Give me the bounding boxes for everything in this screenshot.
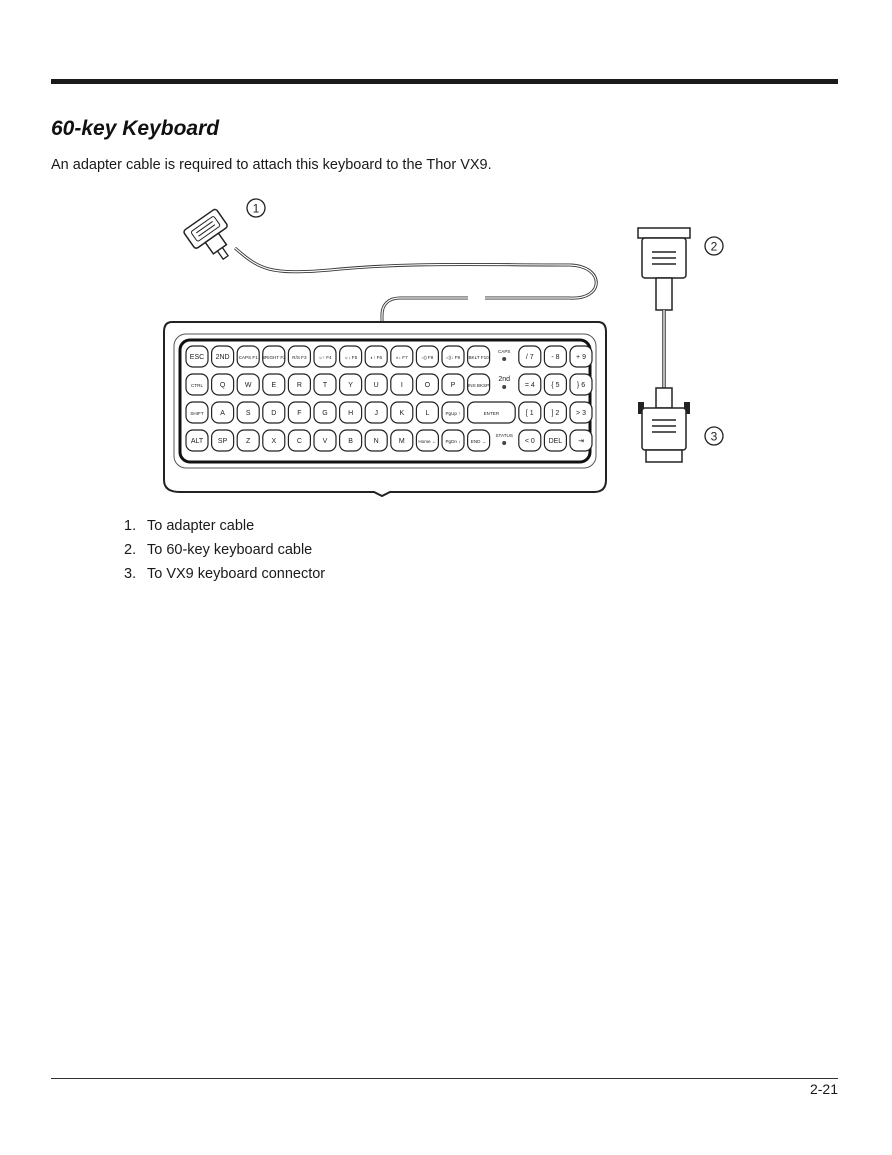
key-label: ◐↑ F6 — [370, 355, 383, 360]
key-0-10 — [442, 346, 464, 367]
key-label: ◐↓ F7 — [395, 355, 408, 360]
key-3-6 — [340, 430, 362, 451]
key-1-9 — [416, 374, 438, 395]
key-label: ☼↑ F4 — [318, 355, 332, 360]
key-label: E — [271, 382, 277, 389]
key-3-8 — [391, 430, 413, 451]
key-label: PgDn ↓ — [445, 439, 461, 444]
key-label: O — [424, 382, 431, 389]
callout-1 — [247, 199, 265, 217]
key-3-2 — [237, 430, 259, 451]
key-label: Z — [246, 438, 251, 445]
key-label: DEL — [548, 438, 563, 445]
key-label: J — [374, 410, 378, 417]
key-1-4 — [288, 374, 310, 395]
key-3-5 — [314, 430, 336, 451]
key-label: INS BKSP — [467, 383, 490, 388]
key-label: ALT — [190, 438, 204, 445]
key-1-14 — [544, 374, 566, 395]
key-1-0 — [186, 374, 208, 395]
key-2-12 — [519, 402, 541, 423]
key-3-4 — [288, 430, 310, 451]
key-label: BRIGHT F2 — [261, 355, 286, 360]
key-3-13 — [519, 430, 541, 451]
key-3-3 — [263, 430, 285, 451]
key-label: ] 2 — [551, 410, 560, 417]
bottom-rule — [51, 1078, 838, 1079]
key-label: CAPS F1 — [238, 355, 258, 360]
key-label: C — [296, 438, 302, 445]
key-label: Y — [348, 382, 353, 389]
key-2-3 — [263, 402, 285, 423]
key-0-8 — [391, 346, 413, 367]
key-0-4 — [288, 346, 310, 367]
svg-text:3: 3 — [710, 429, 718, 444]
callout-legend — [124, 516, 325, 588]
key-label: ◁)↓ F9 — [446, 355, 460, 360]
key-3-1 — [212, 430, 234, 451]
key-0-2 — [237, 346, 259, 367]
key-label: G — [322, 410, 328, 417]
key-label: A — [220, 410, 225, 417]
key-label: ☼↓ F5 — [344, 355, 358, 360]
key-label: } 6 — [576, 382, 586, 389]
key-0-6 — [340, 346, 362, 367]
key-label: F — [297, 410, 302, 417]
key-label: B — [348, 438, 353, 445]
adapter-connector — [183, 208, 242, 269]
key-label: S — [245, 410, 251, 417]
key-label: T — [322, 382, 328, 389]
key-0-1 — [212, 346, 234, 367]
key-label: R/S F3 — [292, 355, 307, 360]
legend-item — [124, 540, 325, 564]
key-2-2 — [237, 402, 259, 423]
key-3-9 — [416, 430, 438, 451]
key-label: ENTER — [483, 411, 500, 416]
key-1-3 — [263, 374, 285, 395]
page-number: 2-21 — [809, 1081, 838, 1097]
key-3-11 — [468, 430, 490, 451]
key-label: L — [425, 410, 430, 417]
key-label: V — [322, 438, 328, 445]
key-0-15 — [570, 346, 592, 367]
key-1-15 — [570, 374, 592, 395]
key-label: D — [271, 410, 277, 417]
top-rule — [51, 79, 838, 84]
legend-item — [124, 516, 325, 540]
key-3-7 — [365, 430, 387, 451]
key-2-11 — [468, 402, 516, 423]
key-1-6 — [340, 374, 362, 395]
key-label: CTRL — [191, 383, 203, 388]
key-label: ⇥ — [578, 438, 584, 445]
key-2-8 — [391, 402, 413, 423]
key-label: + 9 — [576, 354, 586, 361]
key-label: 2ND — [215, 354, 230, 361]
svg-text:1: 1 — [252, 201, 260, 216]
key-2-4 — [288, 402, 310, 423]
key-label: N — [373, 438, 379, 445]
key-1-10 — [442, 374, 464, 395]
key-2-9 — [416, 402, 438, 423]
key-label: = 4 — [524, 382, 535, 389]
key-1-5 — [314, 374, 336, 395]
key-2-6 — [340, 402, 362, 423]
keyboard-illustration — [150, 190, 750, 510]
key-2-13 — [544, 402, 566, 423]
key-label: 2nd — [498, 376, 511, 383]
legend-text: To 60-key keyboard cable — [147, 542, 313, 558]
key-2-14 — [570, 402, 592, 423]
key-label: PgUp ↑ — [445, 411, 461, 416]
key-0-3 — [262, 346, 286, 367]
key-label: Q — [219, 382, 226, 389]
key-label: H — [348, 410, 354, 417]
key-label: - 8 — [551, 354, 560, 361]
callout-2 — [705, 237, 723, 255]
key-label: { 5 — [551, 382, 560, 389]
callout-3 — [705, 427, 723, 445]
key-label: > 3 — [576, 410, 586, 417]
legend-item — [124, 564, 325, 588]
key-0-13 — [519, 346, 541, 367]
key-2-7 — [365, 402, 387, 423]
key-label: U — [373, 382, 379, 389]
key-1-1 — [212, 374, 234, 395]
key-3-0 — [186, 430, 208, 451]
key-label: CAPS — [497, 349, 511, 354]
key-label: Home ← — [418, 439, 437, 444]
key-3-14 — [544, 430, 566, 451]
key-label: M — [398, 438, 405, 445]
key-1-2 — [237, 374, 259, 395]
svg-text:2: 2 — [710, 239, 718, 254]
keyboard-figure — [150, 190, 750, 510]
key-label: I — [400, 382, 403, 389]
key-label: ◁) F8 — [421, 355, 434, 360]
key-label: X — [271, 438, 277, 445]
key-0-5 — [314, 346, 336, 367]
legend-number: 2. — [124, 542, 137, 558]
key-label: SP — [217, 438, 228, 445]
key-0-0 — [186, 346, 208, 367]
key-0-7 — [365, 346, 387, 367]
key-label: R — [296, 382, 302, 389]
key-label: END → — [470, 439, 487, 444]
key-2-1 — [212, 402, 234, 423]
key-2-0 — [186, 402, 208, 423]
key-label: P — [450, 382, 456, 389]
key-1-8 — [391, 374, 413, 395]
key-label: < 0 — [524, 438, 535, 445]
key-3-10 — [442, 430, 464, 451]
key-label: STATUS — [495, 433, 513, 438]
legend-text: To VX9 keyboard connector — [147, 566, 326, 582]
key-1-7 — [365, 374, 387, 395]
keyboard-cable-assembly — [638, 228, 690, 462]
page-heading: 60-key Keyboard — [51, 117, 220, 140]
key-0-11 — [468, 346, 490, 367]
legend-text: To adapter cable — [147, 518, 255, 534]
key-1-11 — [468, 374, 490, 395]
key-label: [ 1 — [525, 410, 534, 417]
key-0-9 — [416, 346, 438, 367]
intro-text: An adapter cable is required to attach this keyboard to the Thor VX9. — [51, 157, 492, 173]
key-2-5 — [314, 402, 336, 423]
key-label: W — [244, 382, 252, 389]
legend-number: 1. — [124, 518, 137, 534]
key-2-10 — [442, 402, 464, 423]
key-label: BKLT F10 — [468, 355, 489, 360]
key-label: ESC — [189, 354, 205, 361]
key-0-14 — [544, 346, 566, 367]
legend-number: 3. — [124, 566, 137, 582]
key-1-13 — [519, 374, 541, 395]
key-label: K — [399, 410, 405, 417]
key-label: / 7 — [525, 354, 534, 361]
key-3-15 — [570, 430, 592, 451]
key-label: SHIFT — [190, 411, 204, 416]
